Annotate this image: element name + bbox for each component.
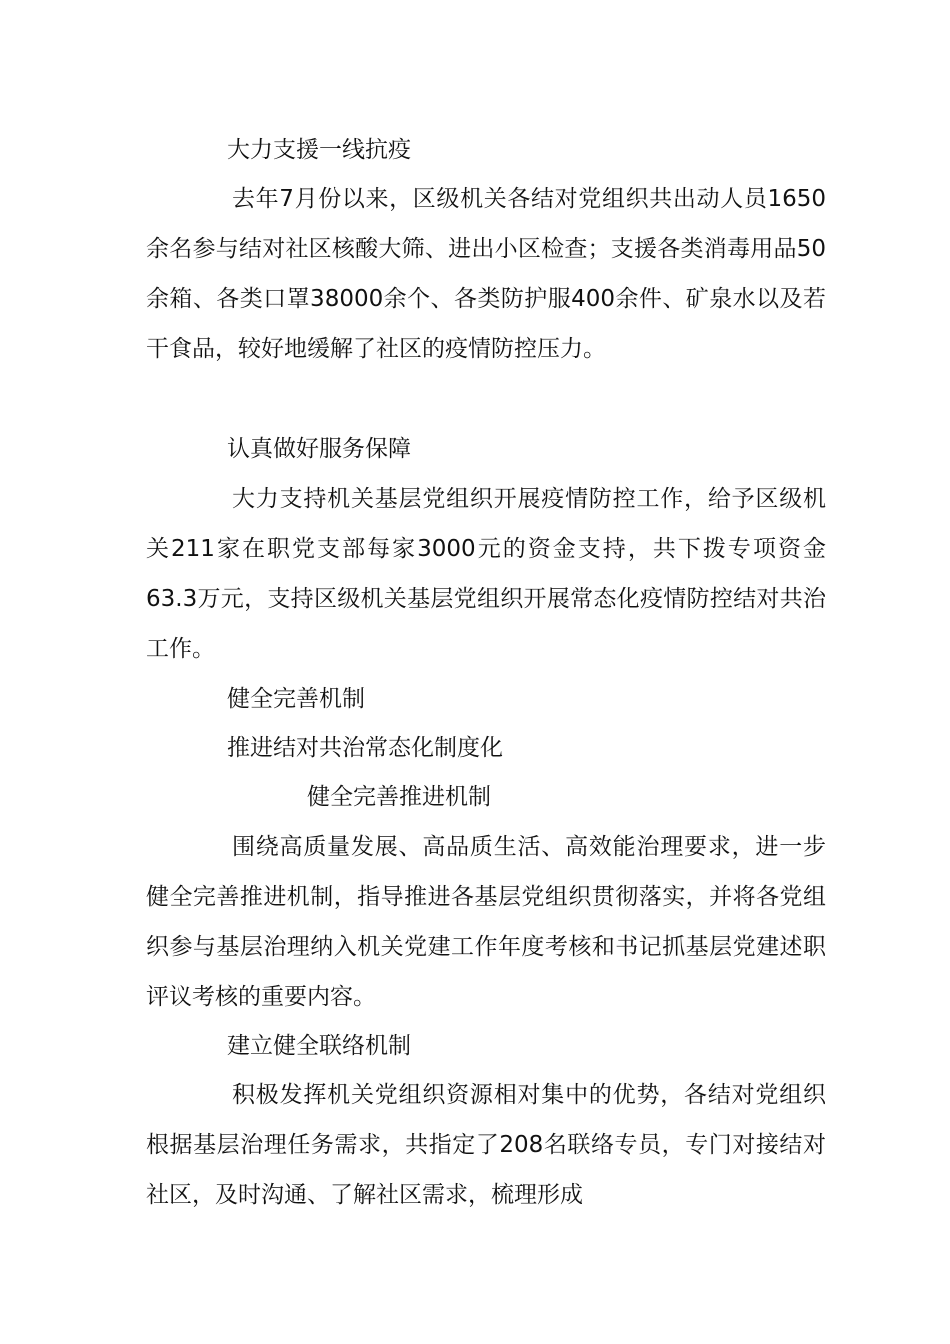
sub-heading: 健全完善推进机制	[307, 784, 491, 810]
body-paragraph: 围绕高质量发展、高品质生活、高效能治理要求，进一步健全完善推进机制，指导推进各基层党组织贯彻落实，并将各党组织参与基层治理纳入机关党建工作年度考核和书记抓基层党建述职评议考核的重要内容。	[146, 834, 826, 1010]
section-heading: 认真做好服务保障	[227, 436, 411, 462]
body-paragraph: 大力支持机关基层党组织开展疫情防控工作，给予区级机关211家在职党支部每家3000元的资金支持，共下拨专项资金63.3万元，支持区级机关基层党组织开展常态化疫情防控结对共治工作。	[146, 486, 826, 662]
section-heading: 建立健全联络机制	[227, 1033, 411, 1059]
section-heading: 大力支援一线抗疫	[227, 137, 411, 163]
body-paragraph: 积极发挥机关党组织资源相对集中的优势，各结对党组织根据基层治理任务需求，共指定了208名联络专员，专门对接结对社区，及时沟通、了解社区需求，梳理形成	[146, 1082, 826, 1208]
section-heading: 推进结对共治常态化制度化	[227, 735, 503, 761]
body-paragraph: 去年7月份以来，区级机关各结对党组织共出动人员1650余名参与结对社区核酸大筛、进出小区检查；支援各类消毒用品50余箱、各类口罩38000余个、各类防护服400余件、矿泉水以及若干食品，较好地缓解了社区的疫情防控压力。	[146, 186, 826, 362]
section-heading: 健全完善机制	[227, 686, 365, 712]
